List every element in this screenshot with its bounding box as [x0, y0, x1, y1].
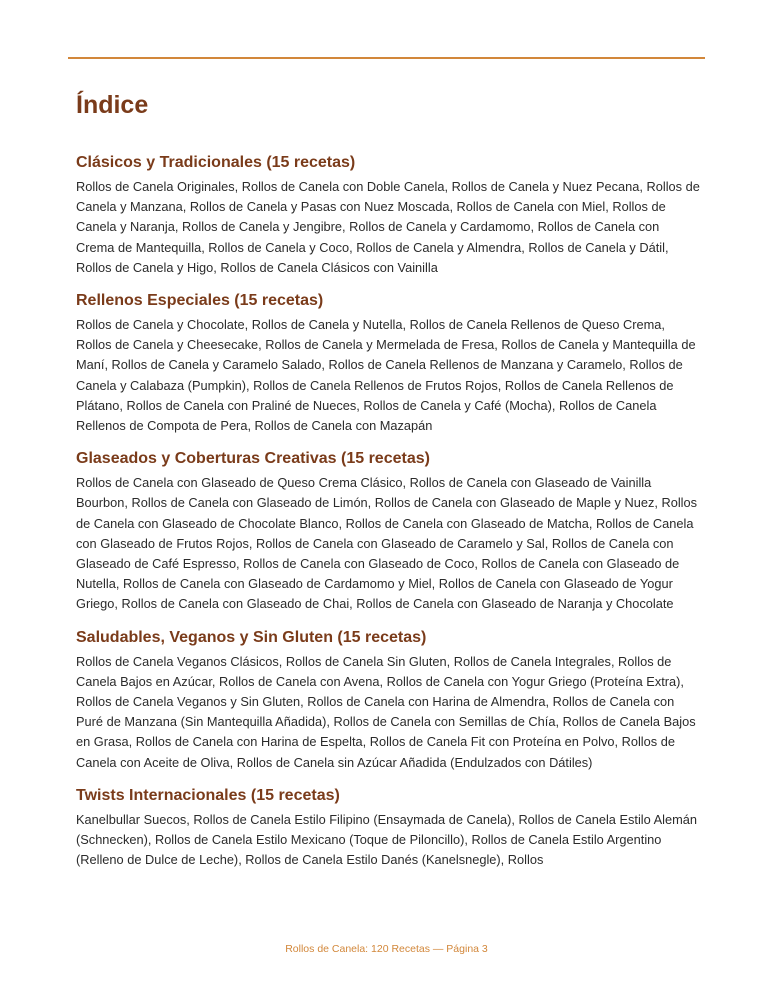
header-rule — [68, 57, 705, 59]
section-rellenos — [76, 290, 701, 436]
section-clasicos — [76, 152, 701, 278]
section-title: Clásicos y Tradicionales (15 recetas) — [76, 154, 356, 171]
section-recipe-list: Rollos de Canela Veganos Clásicos, Rollos de Canela Sin Gluten, Rollos de Canela Integrales, Rollos de Canela Bajos en Azúcar, Rollos de Canela con Avena, Rollos de Canela con Yogur Griego (Proteína Extra), Rollos de Canela Veganos y Sin Gluten, Rollos de Canela con Harina de Almendra, Rollos de Canela con Puré de Manzana (Sin Mantequilla Añadida), Rollos de Canela con Semillas de Chía, Rollos de Canela Bajos en Grasa, Rollos de Canela con Harina de Espelta, Rollos de Canela Fit con Proteína en Polvo, Rollos de Canela con Aceite de Oliva, Rollos de Canela sin Azúcar Añadida (Endulzados con Dátiles) — [76, 653, 696, 770]
section-internacionales — [76, 785, 701, 871]
section-title: Rellenos Especiales (15 recetas) — [76, 292, 324, 310]
section-recipe-list: Rollos de Canela y Chocolate, Rollos de Canela y Nutella, Rollos de Canela Rellenos de Queso Crema, Rollos de Canela y Cheesecake, Rollos de Canela y Mermelada de Fresa, Rollos de Canela y Mantequilla de Maní, Rollos de Canela y Caramelo Salado, Rollos de Canela Rellenos de Manzana y Caramelo, Rollos de Canela y Calabaza (Pumpkin), Rollos de Canela Rellenos de Frutos Rojos, Rollos de Canela Rellenos de Plátano, Rollos de Canela con Praliné de Nueces, Rollos de Canela y Café (Mocha), Rollos de Canela Rellenos de Compota de Pera, Rollos de Canela con Mazapán — [76, 317, 696, 434]
section-saludables — [76, 627, 701, 773]
section-title: Twists Internacionales (15 recetas) — [76, 786, 340, 804]
section-recipe-list: Rollos de Canela Originales, Rollos de Canela con Doble Canela, Rollos de Canela y Nuez Pecana, Rollos de Canela y Manzana, Rollos de Canela y Pasas con Nuez Moscada, Rollos de Canela con Miel, Rollos de Canela y Naranja, Rollos de Canela y Jengibre, Rollos de Canela y Cardamomo, Rollos de Canela con Crema de Mantequilla, Rollos de Canela y Coco, Rollos de Canela y Almendra, Rollos de Canela y Dátil, Rollos de Canela y Higo, Rollos de Canela Clásicos con Vainilla — [76, 179, 700, 275]
index-content — [76, 152, 701, 882]
page-footer: Rollos de Canela: 120 Recetas — Página 3 — [285, 943, 488, 955]
page-title: Índice — [76, 91, 149, 119]
section-recipe-list: Rollos de Canela con Glaseado de Queso Crema Clásico, Rollos de Canela con Glaseado de Vainilla Bourbon, Rollos de Canela con Glaseado de Limón, Rollos de Canela con Glaseado de Maple y Nuez, Rollos de Canela con Glaseado de Chocolate Blanco, Rollos de Canela con Glaseado de Matcha, Rollos de Canela con Glaseado de Frutos Rojos, Rollos de Canela con Glaseado de Caramelo y Sal, Rollos de Canela con Glaseado de Café Espresso, Rollos de Canela con Glaseado de Coco, Rollos de Canela con Glaseado de Nutella, Rollos de Canela con Glaseado de Cardamomo y Miel, Rollos de Canela con Glaseado de Yogur Griego, Rollos de Canela con Glaseado de Chai, Rollos de Canela con Glaseado de Naranja y Chocolate — [76, 475, 698, 612]
section-recipe-list: Kanelbullar Suecos, Rollos de Canela Estilo Filipino (Ensaymada de Canela), Rollos de Canela Estilo Alemán (Schnecken), Rollos de Canela Estilo Mexicano (Toque de Piloncillo), Rollos de Canela Estilo Argentino (Relleno de Dulce de Leche), Rollos de Canela Estilo Danés (Kanelsnegle), Rollos — [76, 811, 697, 868]
section-title: Saludables, Veganos y Sin Gluten (15 recetas) — [76, 628, 427, 646]
section-title: Glaseados y Coberturas Creativas (15 recetas) — [76, 450, 430, 468]
section-glaseados — [76, 448, 701, 614]
